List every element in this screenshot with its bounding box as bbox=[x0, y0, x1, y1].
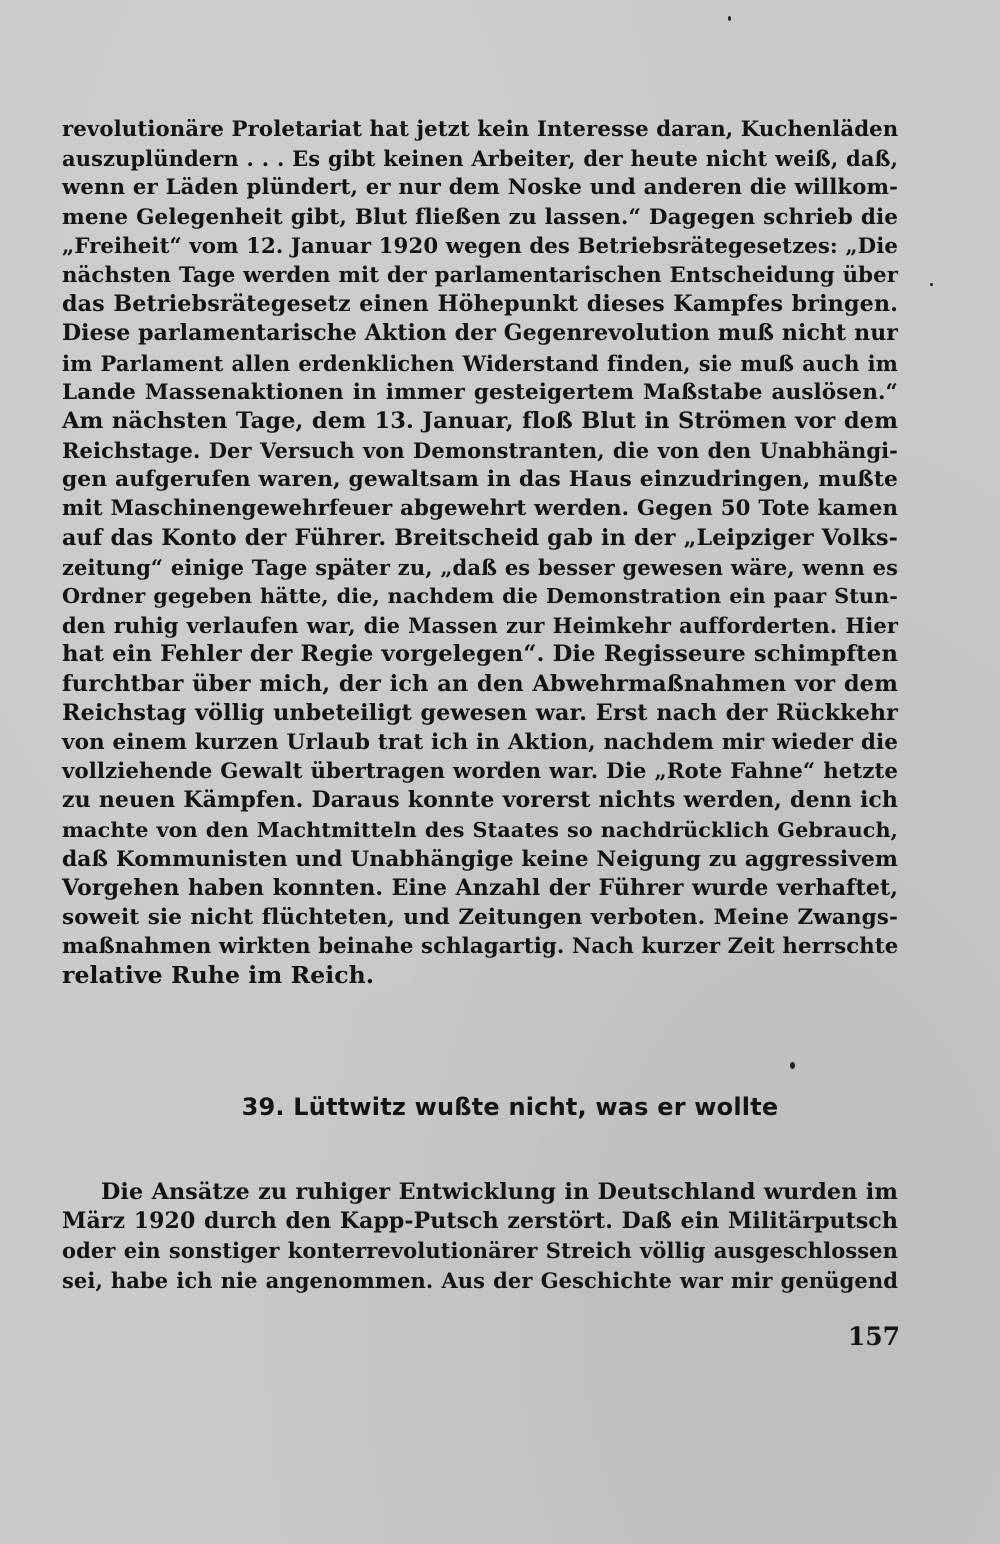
text-line: soweit sie nicht flüchteten, und Zeitungen verboten. Meine Zwangs- bbox=[62, 905, 898, 931]
text-line: machte von den Machtmitteln des Staates so nachdrücklich Gebrauch, bbox=[62, 817, 898, 842]
text-line: gen aufgerufen waren, gewaltsam in das Haus einzudringen, mußte bbox=[62, 467, 898, 493]
text-line: mit Maschinengewehrfeuer abgewehrt werden. Gegen 50 Tote kamen bbox=[62, 496, 898, 522]
text-line: Ordner gegeben hätte, die, nachdem die Demonstration ein paar Stun- bbox=[62, 584, 898, 608]
text-line: hat ein Fehler der Regie vorgelegen“. Die Regisseure schimpften bbox=[62, 641, 898, 668]
section-paragraph bbox=[62, 1178, 898, 1295]
text-line: relative Ruhe im Reich. bbox=[62, 961, 375, 990]
text-line: sei, habe ich nie angenommen. Aus der Geschichte war mir genügend bbox=[62, 1267, 898, 1293]
text-line: „Freiheit“ vom 12. Januar 1920 wegen des Betriebsrätegesetzes: „Die bbox=[62, 233, 898, 259]
text-line: Reichstage. Der Versuch von Demonstranten, die von den Unabhängi- bbox=[62, 438, 898, 464]
text-line: von einem kurzen Urlaub trat ich in Aktion, nachdem mir wieder die bbox=[62, 729, 898, 755]
body-paragraph bbox=[62, 115, 898, 991]
print-speck bbox=[930, 283, 933, 286]
section-heading bbox=[0, 1093, 1000, 1121]
print-speck bbox=[790, 1062, 795, 1069]
text-line: auszuplündern . . . Es gibt keinen Arbeiter, der heute nicht weiß, daß, bbox=[62, 146, 898, 172]
text-line: März 1920 durch den Kapp-Putsch zerstört. Daß ein Militärputsch bbox=[62, 1208, 898, 1235]
text-line: daß Kommunisten und Unabhängige keine Neigung zu aggressivem bbox=[62, 846, 898, 872]
text-line: Lande Massenaktionen in immer gesteigertem Maßstabe auslösen.“ bbox=[62, 379, 898, 405]
text-line: vollziehende Gewalt übertragen worden war. Die „Rote Fahne“ hetzte bbox=[62, 759, 898, 785]
text-line: Reichstag völlig unbeteiligt gewesen war. Erst nach der Rückkehr bbox=[62, 699, 898, 726]
text-line: revolutionäre Proletariat hat jetzt kein Interesse daran, Kuchenläden bbox=[62, 117, 899, 142]
text-line: Diese parlamentarische Aktion der Gegenrevolution muß nicht nur bbox=[62, 320, 898, 347]
text-line: zeitung“ einige Tage später zu, „daß es besser gewesen wäre, wenn es bbox=[62, 554, 898, 580]
text-line: Am nächsten Tage, dem 13. Januar, floß Blut in Strömen vor dem bbox=[62, 407, 898, 434]
text-line: auf das Konto der Führer. Breitscheid gab in der „Leipziger Volks- bbox=[62, 524, 898, 551]
text-line: zu neuen Kämpfen. Daraus konnte vorerst nichts werden, denn ich bbox=[62, 787, 898, 814]
text-line: den ruhig verlaufen war, die Massen zur Heimkehr aufforderten. Hier bbox=[62, 613, 898, 639]
text-line: mene Gelegenheit gibt, Blut fließen zu lassen.“ Dagegen schrieb die bbox=[62, 204, 898, 230]
text-line: wenn er Läden plündert, er nur dem Noske und anderen die willkom- bbox=[62, 175, 898, 201]
print-speck bbox=[728, 16, 731, 21]
page-number: 157 bbox=[847, 1322, 900, 1351]
text-line: Die Ansätze zu ruhiger Entwicklung in Deutschland wurden im bbox=[101, 1179, 898, 1205]
text-line: nächsten Tage werden mit der parlamentarischen Entscheidung über bbox=[62, 262, 898, 288]
text-line: das Betriebsrätegesetz einen Höhepunkt dieses Kampfes bringen. bbox=[62, 291, 898, 318]
text-line: oder ein sonstiger konterrevolutionärer Streich völlig ausgeschlossen bbox=[62, 1238, 898, 1264]
text-line: Vorgehen haben konnten. Eine Anzahl der Führer wurde verhaftet, bbox=[62, 874, 898, 901]
text-line: maßnahmen wirkten beinahe schlagartig. Nach kurzer Zeit herrschte bbox=[62, 934, 899, 960]
section-heading-text: 39. Lüttwitz wußte nicht, was er wollte bbox=[241, 1093, 779, 1121]
text-line: im Parlament allen erdenklichen Widerstand finden, sie muß auch im bbox=[62, 350, 898, 376]
text-line: furchtbar über mich, der ich an den Abwehrmaßnahmen vor dem bbox=[62, 670, 898, 697]
